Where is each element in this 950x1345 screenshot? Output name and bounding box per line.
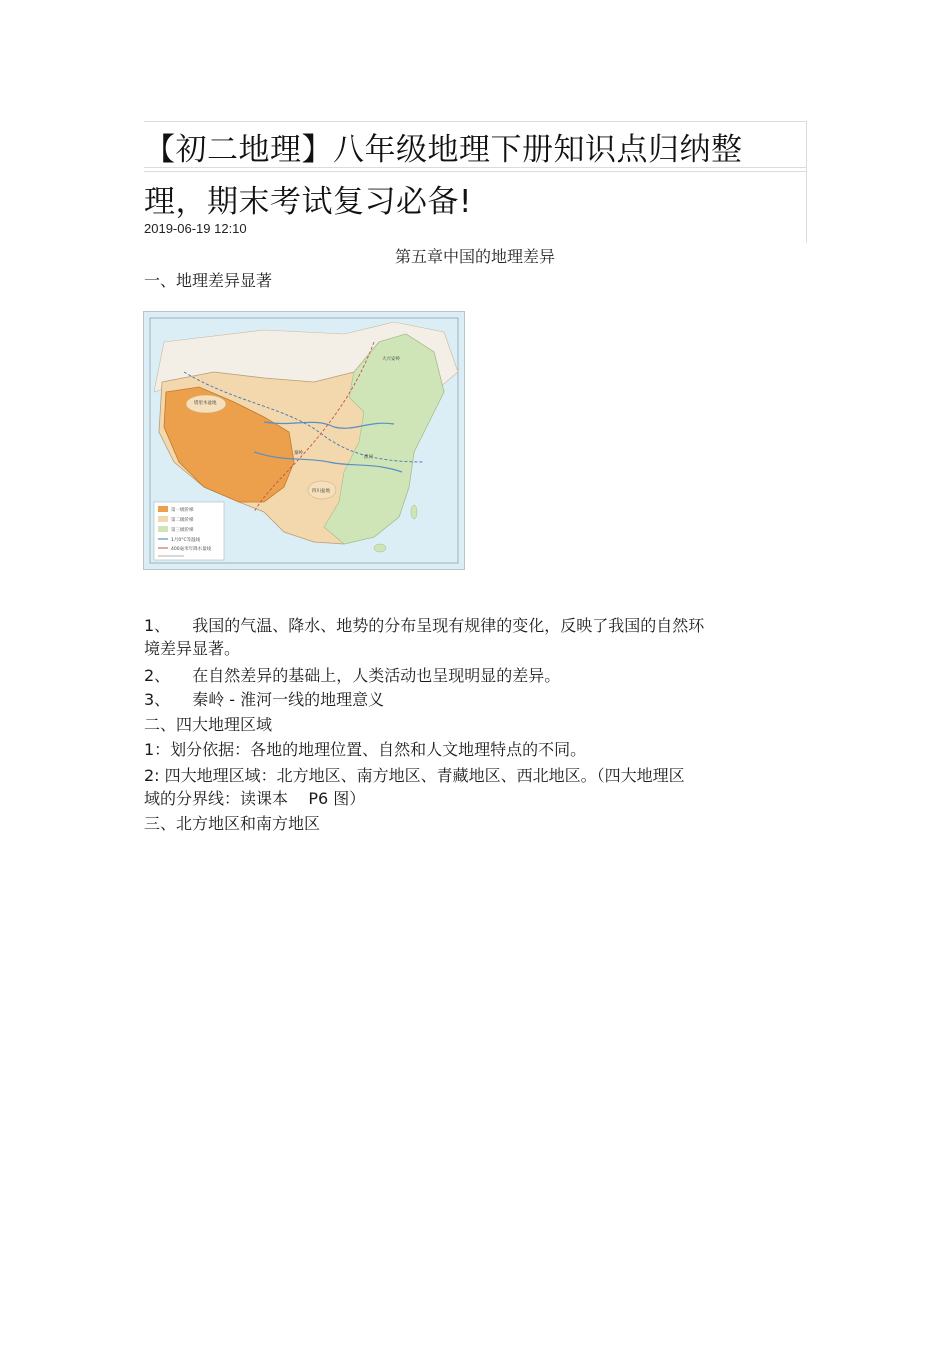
legend-item-5: 400毫米年降水量线 (171, 547, 212, 552)
item-text: 秦岭 - 淮河一线的地理意义 (192, 690, 385, 709)
legend-item-3: 第三级阶梯 (171, 528, 194, 533)
section1-item-1-cont: 境差异显著。 (144, 639, 241, 658)
item-number: 2、 (144, 666, 171, 685)
map-label-huaihe: 淮河 (364, 455, 373, 460)
section1-item-2 (144, 664, 560, 687)
section1-heading: 一、地理差异显著 (144, 271, 273, 290)
map-label-tarim: 塔里木盆地 (194, 401, 217, 406)
section1-item-3 (144, 688, 384, 711)
map-label-daxinganling: 大兴安岭 (382, 357, 400, 362)
map-label-qinling: 秦岭 (294, 451, 303, 456)
section3-heading: 三、北方地区和南方地区 (144, 814, 321, 833)
title-border-right (806, 121, 807, 243)
legend-item-1: 第一级阶梯 (171, 508, 194, 513)
map-label-sichuan: 四川盆地 (312, 489, 330, 494)
item-text: 在自然差异的基础上，人类活动也呈现明显的差异。 (192, 666, 561, 685)
section2-item-2: 2: 四大地理区域：北方地区、南方地区、青藏地区、西北地区。（四大地理区 (144, 766, 685, 785)
section2-item-1: 1：划分依据：各地的地理位置、自然和人文地理特点的不同。 (144, 740, 587, 759)
article-title-line1: 【初二地理】八年级地理下册知识点归纳整 (144, 132, 743, 168)
item-number: 1、 (144, 616, 171, 635)
article-title-line2: 理，期末考试复习必备! (144, 184, 472, 220)
legend-item-4: 1月0°C等温线 (171, 538, 201, 543)
legend-item-2: 第二级阶梯 (171, 518, 194, 523)
section2-item-2-cont: 域的分界线：读课本 P6 图） (144, 789, 366, 808)
chapter-title: 第五章中国的地理差异 (394, 247, 555, 266)
title-border-mid2 (144, 171, 806, 172)
map-graphic (144, 312, 464, 569)
timestamp: 2019-06-19 12:10 (144, 221, 247, 236)
item-text: 我国的气温、降水、地势的分布呈现有规律的变化，反映了我国的自然环 (192, 616, 705, 635)
title-border-top (144, 121, 806, 122)
item-number: 3、 (144, 690, 171, 709)
section1-item-1 (144, 614, 704, 637)
china-terrain-map (143, 311, 465, 570)
section2-heading: 二、四大地理区域 (144, 715, 273, 734)
